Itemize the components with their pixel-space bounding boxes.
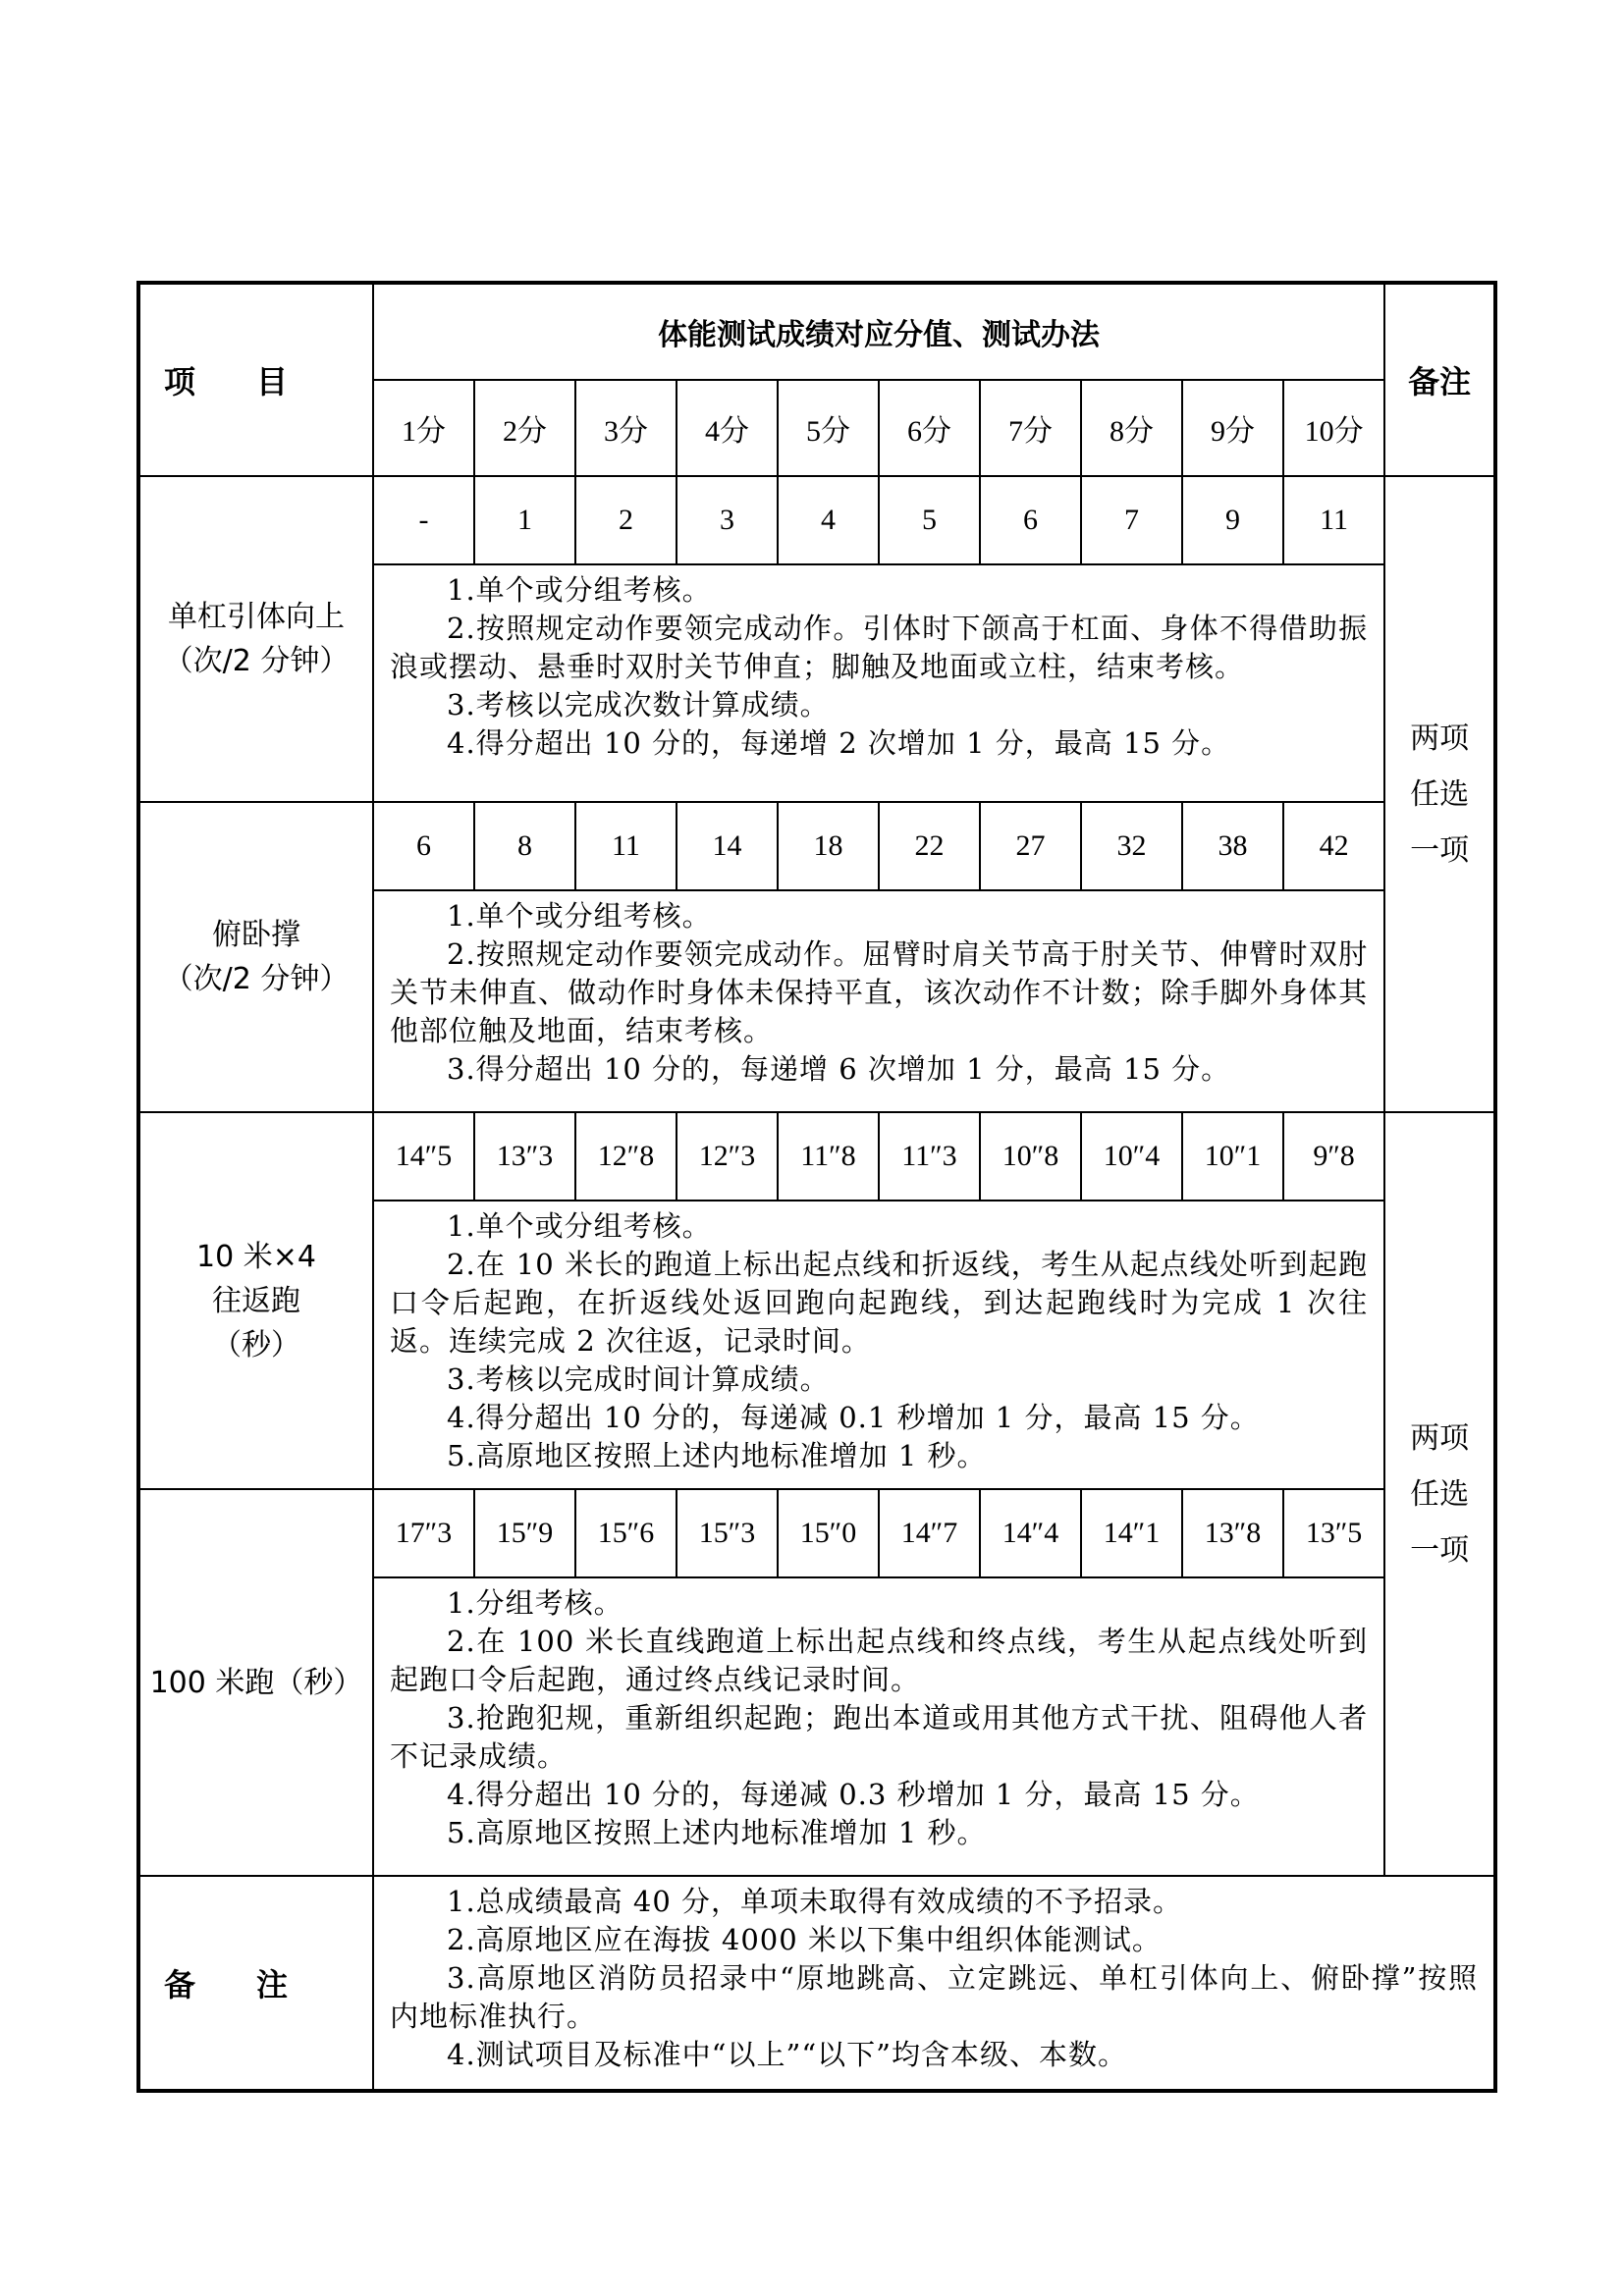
value-cell: 15″6 [575, 1489, 677, 1577]
value-cell: 18 [778, 802, 879, 890]
value-cell: 10″8 [980, 1112, 1081, 1201]
score-header-cell: 2分 [474, 380, 575, 476]
value-cell: 6 [980, 476, 1081, 564]
value-cell: 22 [879, 802, 980, 890]
remark-line: 一项 [1410, 832, 1470, 868]
table-row [138, 1112, 1495, 1201]
value-cell: 32 [1081, 802, 1182, 890]
item-name-line: （次/2 分钟） [163, 962, 350, 996]
value-cell: 13″8 [1182, 1489, 1283, 1577]
value-cell: 14 [677, 802, 778, 890]
value-cell: 11″8 [778, 1112, 879, 1201]
method-line: 5.高原地区按照上述内地标准增加 1 秒。 [447, 1816, 987, 1849]
header-remarks-label: 备注 [1384, 283, 1495, 476]
method-line: 3.考核以完成时间计算成绩。 [447, 1362, 830, 1396]
method-line: 1.单个或分组考核。 [447, 573, 712, 607]
score-header-cell: 3分 [575, 380, 677, 476]
value-cell: 11 [1283, 476, 1384, 564]
item-name-100m-run [138, 1489, 373, 1876]
item-name-line: 俯卧撑 [212, 918, 300, 952]
method-line: 4.得分超出 10 分的，每递增 2 次增加 1 分，最高 15 分。 [447, 726, 1231, 760]
value-cell: 14″1 [1081, 1489, 1182, 1577]
value-cell: 42 [1283, 802, 1384, 890]
value-cell: 27 [980, 802, 1081, 890]
remark-line: 任选 [1410, 1476, 1470, 1512]
value-cell: 17″3 [373, 1489, 474, 1577]
header-title: 体能测试成绩对应分值、测试办法 [373, 283, 1384, 380]
value-cell: 13″5 [1283, 1489, 1384, 1577]
remark-line: 两项 [1410, 1420, 1470, 1456]
score-header-cell: 10分 [1283, 380, 1384, 476]
method-line: 2.在 100 米长直线跑道上标出起点线和终点线，考生从起点线处听到起跑口令后起跑，通过终点线记录时间。 [390, 1625, 1369, 1696]
value-cell: 12″8 [575, 1112, 677, 1201]
item-name-pushup [138, 802, 373, 1112]
group-remark-1 [1384, 476, 1495, 1112]
value-cell: 14″5 [373, 1112, 474, 1201]
value-cell: 12″3 [677, 1112, 778, 1201]
document-page [136, 281, 1493, 2093]
method-line: 1.单个或分组考核。 [447, 1209, 712, 1243]
footer-note: 2.高原地区应在海拔 4000 米以下集中组织体能测试。 [447, 1923, 1162, 1956]
item-name-line: 单杠引体向上 [168, 600, 345, 634]
remark-line: 一项 [1410, 1532, 1470, 1568]
value-cell: - [373, 476, 474, 564]
value-cell: 10″1 [1182, 1112, 1283, 1201]
method-line: 4.得分超出 10 分的，每递减 0.1 秒增加 1 分，最高 15 分。 [447, 1401, 1260, 1434]
table-row [138, 802, 1495, 890]
value-cell: 2 [575, 476, 677, 564]
value-cell: 15″3 [677, 1489, 778, 1577]
value-cell: 5 [879, 476, 980, 564]
score-header-cell: 8分 [1081, 380, 1182, 476]
value-cell: 14″4 [980, 1489, 1081, 1577]
value-cell: 1 [474, 476, 575, 564]
item-name-line: （秒） [212, 1327, 300, 1362]
method-pullup [373, 564, 1384, 802]
method-line: 4.得分超出 10 分的，每递减 0.3 秒增加 1 分，最高 15 分。 [447, 1778, 1260, 1811]
header-item-label: 项目 [138, 283, 373, 476]
score-header-cell: 1分 [373, 380, 474, 476]
score-header-cell: 5分 [778, 380, 879, 476]
value-cell: 13″3 [474, 1112, 575, 1201]
footer-note: 4.测试项目及标准中“以上”“以下”均含本级、本数。 [447, 2038, 1127, 2071]
footer-row [138, 1876, 1495, 2091]
method-line: 3.考核以完成次数计算成绩。 [447, 688, 830, 721]
value-cell: 4 [778, 476, 879, 564]
method-line: 3.抢跑犯规，重新组织起跑；跑出本道或用其他方式干扰、阻碍他人者不记录成绩。 [390, 1701, 1369, 1773]
item-name-line: （次/2 分钟） [163, 644, 350, 678]
item-name-line: 10 米×4 [196, 1239, 316, 1274]
footer-note: 3.高原地区消防员招录中“原地跳高、立定跳远、单杠引体向上、俯卧撑”按照内地标准执行。 [390, 1961, 1479, 2033]
footer-label: 备注 [138, 1876, 373, 2091]
fitness-test-table [136, 281, 1497, 2093]
table-row [138, 1489, 1495, 1577]
item-name-line: 100 米跑（秒） [149, 1665, 363, 1700]
item-name-pullup [138, 476, 373, 802]
method-line: 3.得分超出 10 分的，每递增 6 次增加 1 分，最高 15 分。 [447, 1052, 1231, 1086]
score-header-cell: 7分 [980, 380, 1081, 476]
value-cell: 11″3 [879, 1112, 980, 1201]
method-line: 1.分组考核。 [447, 1586, 623, 1620]
value-cell: 11 [575, 802, 677, 890]
method-line: 2.在 10 米长的跑道上标出起点线和折返线，考生从起点线处听到起跑口令后起跑，在折返线处返回跑向起跑线，到达起跑线时为完成 1 次往返。连续完成 2 次往返，记录时间。 [390, 1248, 1369, 1358]
value-cell: 9 [1182, 476, 1283, 564]
value-cell: 6 [373, 802, 474, 890]
remark-line: 两项 [1410, 721, 1470, 756]
group-remark-2 [1384, 1112, 1495, 1876]
method-100m-run [373, 1577, 1384, 1876]
value-cell: 3 [677, 476, 778, 564]
value-cell: 15″0 [778, 1489, 879, 1577]
value-cell: 9″8 [1283, 1112, 1384, 1201]
score-header-cell: 4分 [677, 380, 778, 476]
value-cell: 38 [1182, 802, 1283, 890]
method-line: 2.按照规定动作要领完成动作。引体时下颌高于杠面、身体不得借助振浪或摆动、悬垂时双肘关节伸直；脚触及地面或立柱，结束考核。 [390, 612, 1369, 683]
method-shuttle-run [373, 1201, 1384, 1489]
item-name-line: 往返跑 [212, 1283, 300, 1318]
table-row [138, 476, 1495, 564]
score-header-cell: 6分 [879, 380, 980, 476]
footer-note: 1.总成绩最高 40 分，单项未取得有效成绩的不予招录。 [447, 1885, 1183, 1918]
method-line: 5.高原地区按照上述内地标准增加 1 秒。 [447, 1439, 987, 1472]
method-line: 2.按照规定动作要领完成动作。屈臂时肩关节高于肘关节、伸臂时双肘关节未伸直、做动作时身体未保持平直，该次动作不计数；除手脚外身体其他部位触及地面，结束考核。 [390, 937, 1369, 1047]
value-cell: 8 [474, 802, 575, 890]
value-cell: 7 [1081, 476, 1182, 564]
method-line: 1.单个或分组考核。 [447, 899, 712, 933]
item-name-shuttle-run [138, 1112, 373, 1489]
footer-notes [373, 1876, 1495, 2091]
value-cell: 10″4 [1081, 1112, 1182, 1201]
value-cell: 15″9 [474, 1489, 575, 1577]
value-cell: 14″7 [879, 1489, 980, 1577]
remark-line: 任选 [1410, 776, 1470, 812]
score-header-cell: 9分 [1182, 380, 1283, 476]
method-pushup [373, 890, 1384, 1112]
